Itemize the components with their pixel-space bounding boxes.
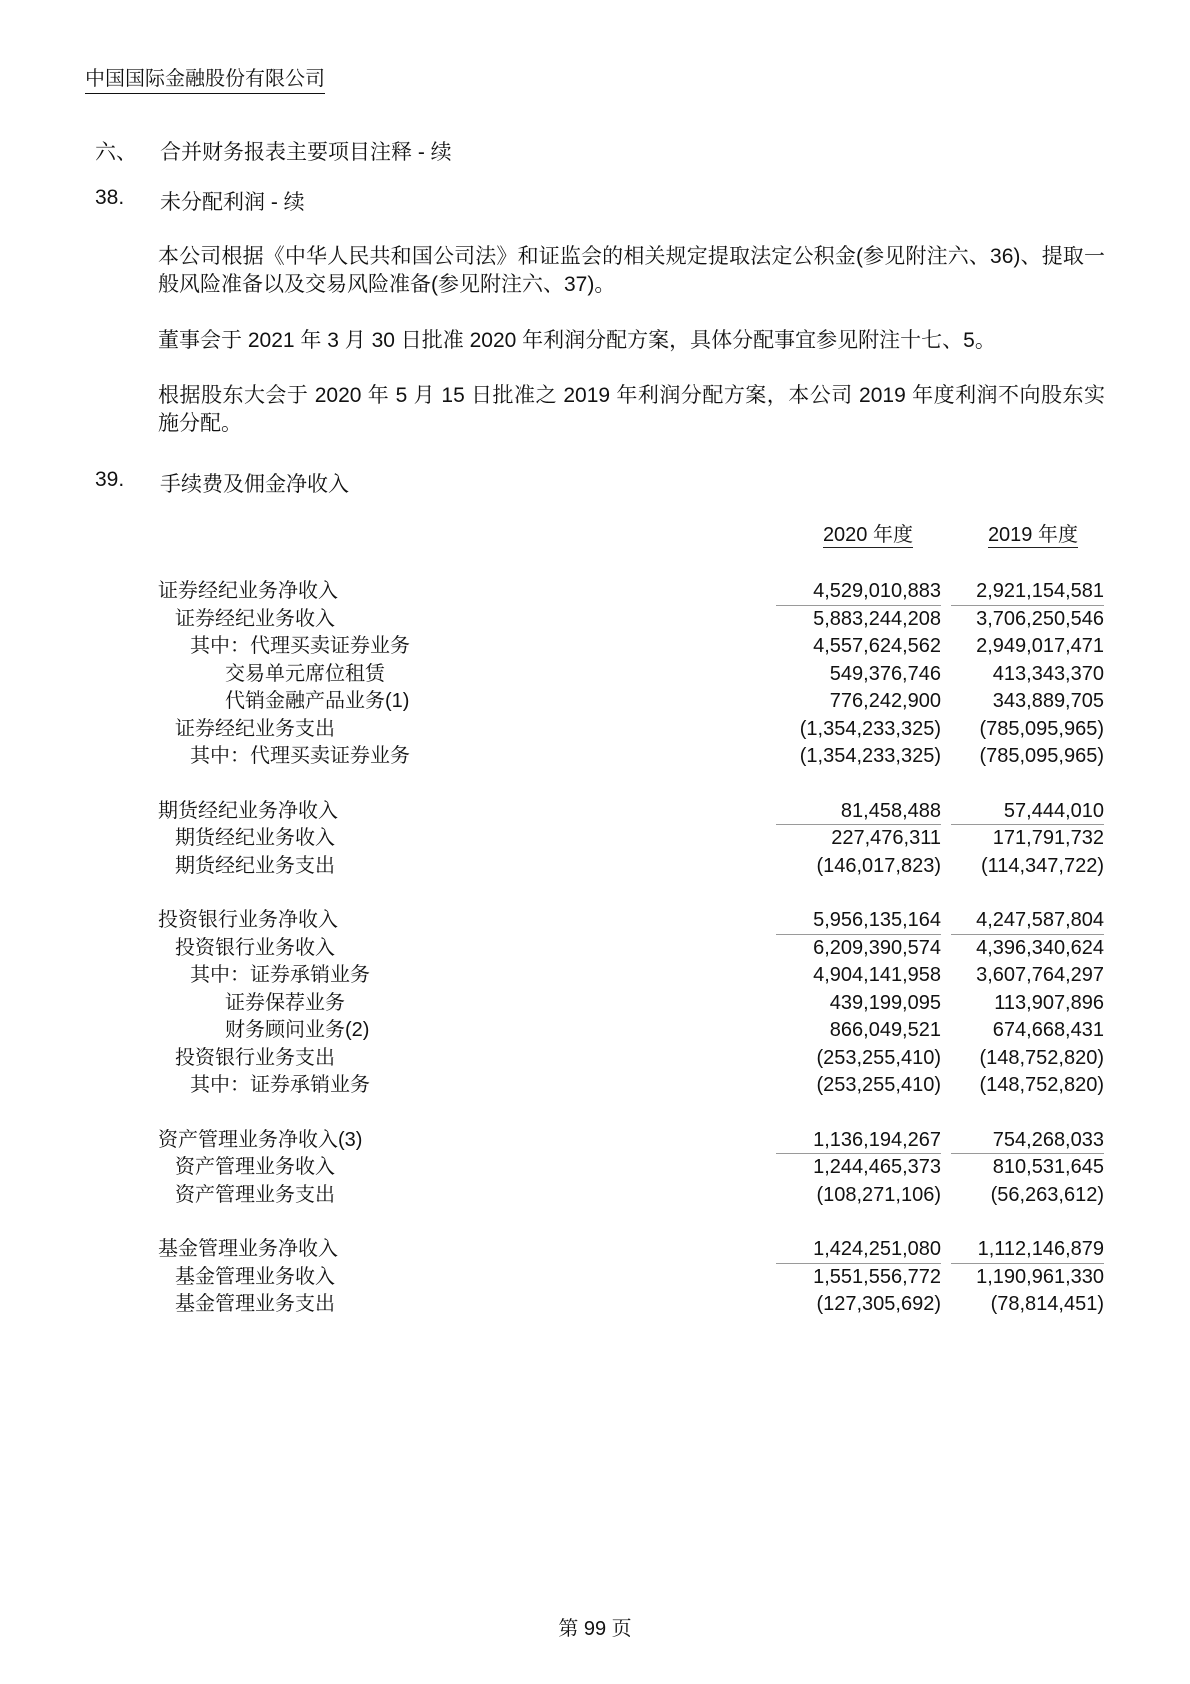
value-2019: 113,907,896	[994, 991, 1104, 1014]
value-2019: 3,607,764,297	[976, 964, 1104, 986]
value-2019: (785,095,965)	[979, 717, 1104, 740]
note-39-number: 39.	[95, 468, 125, 491]
table-row	[158, 935, 1104, 963]
table-row	[158, 853, 1104, 881]
value-2020: 6,209,390,574	[813, 936, 941, 959]
table-row	[158, 716, 1104, 744]
table-row	[158, 743, 1104, 771]
row-label: 基金管理业务收入	[175, 1265, 335, 1288]
value-2019: 810,531,645	[992, 1156, 1104, 1178]
note-39-heading	[95, 468, 349, 498]
row-label: 交易单元席位租赁	[225, 662, 385, 685]
table-row	[158, 798, 1104, 826]
table-row	[158, 1017, 1104, 1045]
value-2019: 2,921,154,581	[951, 578, 1104, 606]
value-2019: 4,247,587,804	[951, 907, 1104, 935]
column-header-2020: 2020 年度	[822, 524, 913, 546]
fee-table-body	[158, 578, 1104, 1319]
value-2019: 1,112,146,879	[951, 1236, 1104, 1264]
value-2019: 674,668,431	[992, 1019, 1104, 1041]
value-2020: 1,244,465,373	[813, 1156, 941, 1178]
row-label: 投资银行业务收入	[175, 936, 335, 959]
value-2020: 1,424,251,080	[776, 1236, 941, 1264]
row-label: 资产管理业务净收入(3)	[158, 1128, 363, 1151]
row-label: 其中：代理买卖证券业务	[190, 635, 410, 657]
table-row	[158, 990, 1104, 1018]
section-heading	[95, 136, 452, 166]
table-row	[158, 1127, 1104, 1155]
table-row	[158, 907, 1104, 935]
value-2019: (56,263,612)	[990, 1183, 1104, 1206]
value-2019: 171,791,732	[992, 827, 1104, 849]
row-label: 投资银行业务净收入	[158, 909, 338, 931]
row-label: 其中：证券承销业务	[190, 964, 370, 986]
table-row	[158, 825, 1104, 853]
value-2020: 439,199,095	[829, 991, 941, 1014]
value-2020: 866,049,521	[829, 1019, 941, 1041]
table-row	[158, 962, 1104, 990]
table-row	[158, 661, 1104, 689]
row-label: 资产管理业务支出	[175, 1183, 335, 1206]
fee-commission-table	[158, 518, 1104, 1319]
value-2020: 227,476,311	[831, 827, 941, 849]
row-label: 证券经纪业务净收入	[158, 580, 338, 602]
row-label: 其中：证券承销业务	[190, 1074, 370, 1096]
row-label: 基金管理业务支出	[175, 1293, 335, 1315]
row-label: 代销金融产品业务(1)	[225, 690, 410, 712]
value-2019: (148,752,820)	[979, 1074, 1104, 1096]
table-row	[158, 1182, 1104, 1210]
note-38-heading	[95, 186, 305, 216]
note-38-paragraph-3: 根据股东大会于 2020 年 5 月 15 日批准之 2019 年利润分配方案，本公司 2019 年度利润不向股东实施分配。	[158, 384, 1105, 435]
value-2019: 343,889,705	[992, 690, 1104, 712]
row-label: 期货经纪业务收入	[175, 827, 335, 849]
row-label: 资产管理业务收入	[175, 1156, 335, 1178]
value-2020: 549,376,746	[829, 662, 941, 685]
note-38-paragraph-1: 本公司根据《中华人民共和国公司法》和证监会的相关规定提取法定公积金(参见附注六、36)、提取一般风险准备以及交易风险准备(参见附注六、37)。	[158, 245, 1105, 296]
value-2020: 5,956,135,164	[776, 907, 941, 935]
column-header-2019: 2019 年度	[987, 524, 1078, 546]
value-2020: 5,883,244,208	[813, 607, 941, 630]
table-row	[158, 1045, 1104, 1073]
table-section	[158, 798, 1104, 881]
value-2020: (108,271,106)	[816, 1183, 941, 1206]
value-2019: (785,095,965)	[979, 745, 1104, 767]
table-section	[158, 1236, 1104, 1319]
value-2020: 1,136,194,267	[776, 1127, 941, 1155]
value-2020: (127,305,692)	[816, 1293, 941, 1315]
header-spacer	[158, 518, 776, 547]
note-38-title: 未分配利润 - 续	[160, 191, 305, 214]
value-2019: 413,343,370	[992, 662, 1104, 685]
table-row	[158, 1264, 1104, 1292]
row-label: 其中：代理买卖证券业务	[190, 745, 410, 767]
row-label: 基金管理业务净收入	[158, 1238, 338, 1260]
table-row	[158, 1154, 1104, 1182]
table-header-row	[158, 518, 1104, 547]
table-section	[158, 907, 1104, 1100]
table-row	[158, 1236, 1104, 1264]
value-2020: 1,551,556,772	[813, 1265, 941, 1288]
value-2019: 4,396,340,624	[976, 936, 1104, 959]
row-label: 证券经纪业务支出	[175, 717, 335, 740]
value-2020: (1,354,233,325)	[799, 745, 941, 767]
value-2020: 4,557,624,562	[813, 635, 941, 657]
row-label: 证券经纪业务收入	[175, 607, 335, 630]
section-title: 合并财务报表主要项目注释 - 续	[160, 141, 452, 164]
page-number: 第 99 页	[558, 1618, 632, 1640]
table-section	[158, 578, 1104, 771]
value-2019: (148,752,820)	[979, 1046, 1104, 1069]
value-2020: (253,255,410)	[816, 1046, 941, 1069]
value-2019: 57,444,010	[951, 798, 1104, 826]
value-2020: (253,255,410)	[816, 1074, 941, 1096]
value-2019: 754,268,033	[951, 1127, 1104, 1155]
value-2020: 81,458,488	[776, 798, 941, 826]
value-2019: (78,814,451)	[990, 1293, 1104, 1315]
table-row	[158, 633, 1104, 661]
row-label: 投资银行业务支出	[175, 1046, 335, 1069]
value-2019: 3,706,250,546	[976, 607, 1104, 630]
table-section	[158, 1127, 1104, 1210]
value-2020: (146,017,823)	[816, 854, 941, 877]
value-2020: 4,529,010,883	[776, 578, 941, 606]
value-2020: (1,354,233,325)	[799, 717, 941, 740]
value-2020: 776,242,900	[829, 690, 941, 712]
company-name: 中国国际金融股份有限公司	[85, 62, 325, 94]
value-2019: (114,347,722)	[980, 854, 1104, 877]
row-label: 财务顾问业务(2)	[225, 1019, 370, 1041]
section-number: 六、	[95, 141, 137, 164]
value-2019: 1,190,961,330	[976, 1265, 1104, 1288]
value-2020: 4,904,141,958	[813, 964, 941, 986]
table-row	[158, 1072, 1104, 1100]
row-label: 期货经纪业务净收入	[158, 799, 338, 822]
row-label: 证券保荐业务	[225, 991, 345, 1014]
note-38-number: 38.	[95, 186, 125, 209]
note-38-paragraph-2: 董事会于 2021 年 3 月 30 日批准 2020 年利润分配方案，具体分配事宜参见附注十七、5。	[158, 329, 996, 352]
value-2019: 2,949,017,471	[976, 635, 1104, 657]
note-39-title: 手续费及佣金净收入	[160, 473, 349, 496]
table-row	[158, 606, 1104, 634]
row-label: 期货经纪业务支出	[175, 854, 335, 877]
table-row	[158, 688, 1104, 716]
table-row	[158, 578, 1104, 606]
table-row	[158, 1291, 1104, 1319]
